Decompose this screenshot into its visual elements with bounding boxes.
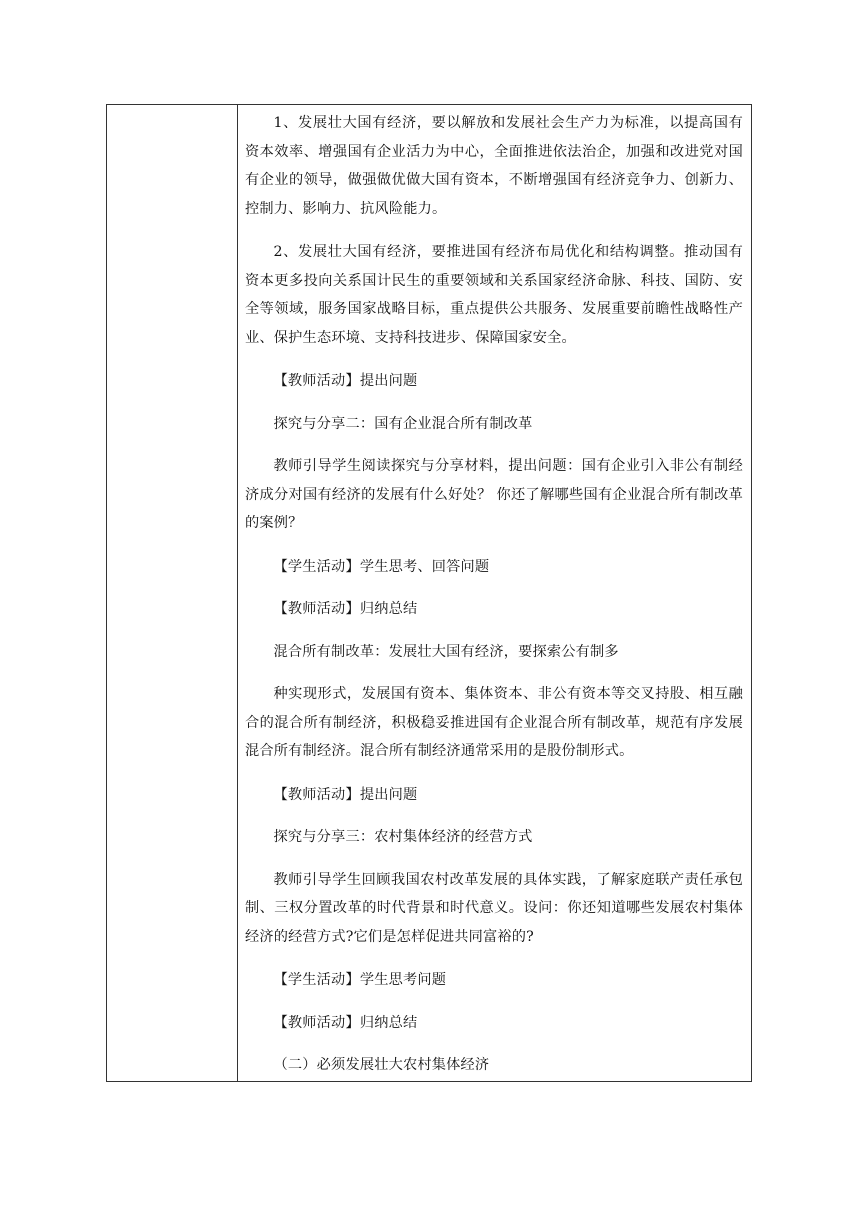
mixed-ownership-paragraph: 种实现形式，发展国有资本、集体资本、非公有资本等交叉持股、相互融合的混合所有制经济，积极稳妥推进国有企业混合所有制改革，规范有序发展混合所有制经济。混合所有制经济通常采用的是股份制形式。 — [245, 686, 743, 759]
teacher-activity-summary-2: 【教师活动】归纳总结 — [273, 1014, 418, 1031]
student-activity-answer: 【学生活动】学生思考、回答问题 — [273, 558, 490, 575]
teacher-activity-question-2: 【教师活动】提出问题 — [273, 786, 418, 803]
teacher-guidance-paragraph-1: 教师引导学生阅读探究与分享材料，提出问题：国有企业引入非公有制经济成分对国有经济的发展有什么好处？ 你还了解哪些国有企业混合所有制改革的案例？ — [245, 458, 743, 531]
table-content-cell — [238, 105, 751, 1081]
section-heading-rural-collective: （二）必须发展壮大农村集体经济 — [273, 1057, 490, 1073]
teacher-activity-summary-1: 【教师活动】归纳总结 — [273, 601, 418, 617]
lesson-table — [106, 104, 752, 1082]
paragraph-state-economy-2: 2、发展壮大国有经济，要推进国有经济布局优化和结构调整。推动国有资本更多投向关系国计民生的重要领域和关系国家经济命脉、科技、国防、安全等领域，服务国家战略目标，重点提供公共服务、发展重要前瞻性战略性产业、保护生态环境、支持科技进步、保障国家安全。 — [245, 244, 743, 346]
explore-share-3-title: 探究与分享三：农村集体经济的经营方式 — [273, 829, 533, 845]
explore-share-2-title: 探究与分享二：国有企业混合所有制改革 — [273, 415, 533, 432]
teacher-activity-question-1: 【教师活动】提出问题 — [273, 373, 418, 389]
mixed-ownership-heading: 混合所有制改革：发展壮大国有经济，要探索公有制多 — [273, 643, 619, 660]
table-left-cell — [107, 105, 238, 1081]
paragraph-state-economy-1: 1、发展壮大国有经济，要以解放和发展社会生产力为标准，以提高国有资本效率、增强国有企业活力为中心，全面推进依法治企，加强和改进党对国有企业的领导，做强做优做大国有资本，不断增强国有经济竞争力、创新力、控制力、影响力、抗风险能力。 — [245, 115, 743, 217]
teacher-guidance-paragraph-2: 教师引导学生回顾我国农村改革发展的具体实践，了解家庭联产责任承包制、三权分置改革的时代背景和时代意义。设问：你还知道哪些发展农村集体经济的经营方式?它们是怎样促进共同富裕的? — [245, 871, 743, 945]
student-activity-think: 【学生活动】学生思考问题 — [273, 972, 447, 988]
